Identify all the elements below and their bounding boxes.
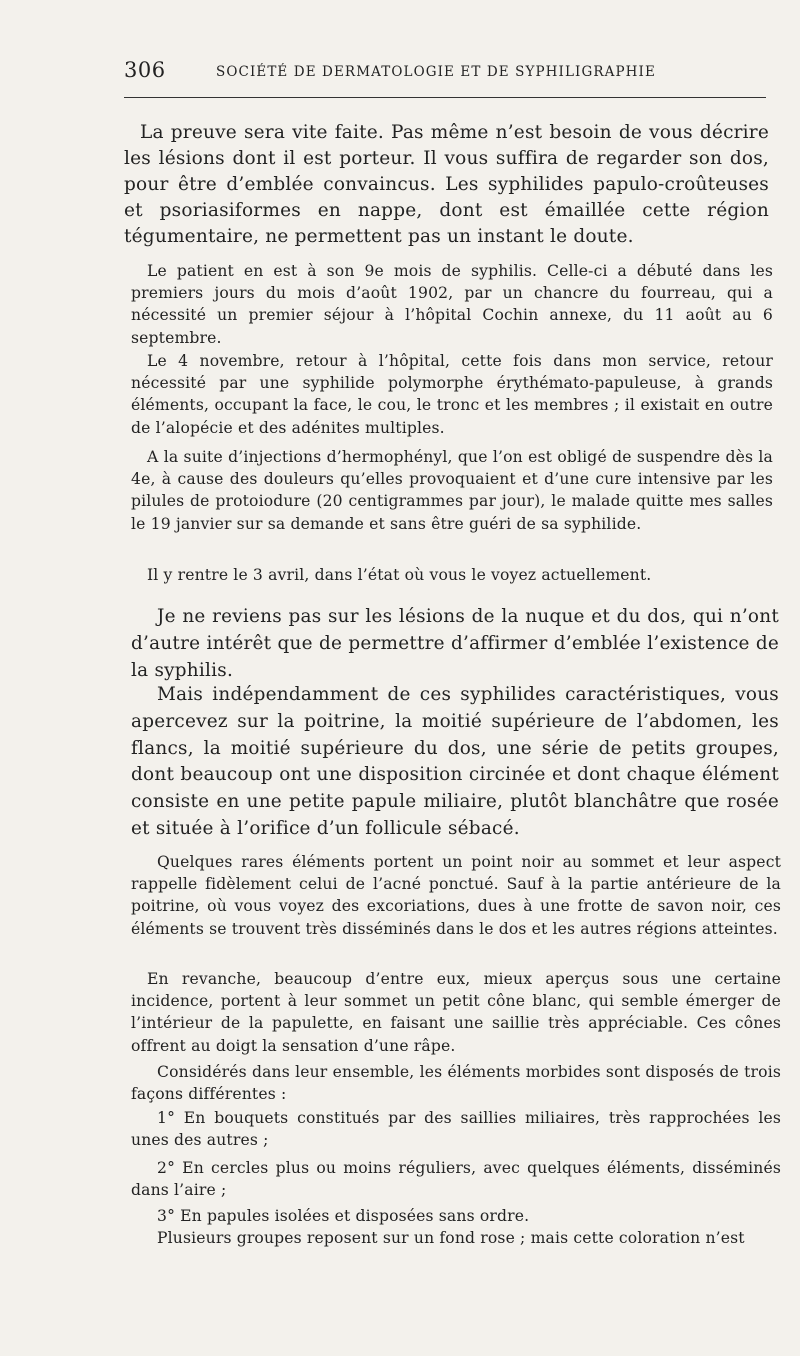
paragraph-syphilides: Mais indépendamment de ces syphilides caractéristiques, vous apercevez sur la poitrine, la moitié supérieure de l’abdomen, les flancs, la moitié supérieure du dos, une série de petits groupes, dont beaucoup ont une disposition circinée et dont chaque élément consiste en une petite papule miliaire, plutôt blanchâtre que rosée et située à l’orifice d’un follicule sébacé. bbox=[131, 684, 779, 839]
header-rule bbox=[124, 97, 766, 98]
paragraph-history-2: Le 4 novembre, retour à l’hôpital, cette fois dans mon service, retour nécessité par une syphilide polymorphe érythémato-papuleuse, à grands éléments, occupant la face, le cou, le tronc et les membres ; il existait en outre de l’alopécie et des adénites multiples. bbox=[131, 352, 773, 437]
paragraph-history-4: Il y rentre le 3 avril, dans l’état où vous le voyez actuellement. bbox=[147, 566, 652, 584]
paragraph-intro: La preuve sera vite faite. Pas même n’est besoin de vous décrire les lésions dont il est porteur. Il vous suffira de regarder son dos, pour être d’emblée convaincus. Les syphilides papulo-croûteuses et psoriasiformes en nappe, dont est émaillée cette région tégumentaire, ne permettent pas un instant le doute. bbox=[124, 122, 769, 247]
list-item-papules: 3° En papules isolées et disposées sans ordre. bbox=[157, 1207, 530, 1225]
paragraph-elements: Quelques rares éléments portent un point noir au sommet et leur aspect rappelle fidèlement celui de l’acné ponctué. Sauf à la partie antérieure de la poitrine, où vous voyez des excoriations, dues à une frotte de savon noir, ces éléments se trouvent très disséminés dans le dos et les autres régions atteintes. bbox=[131, 853, 781, 938]
paragraph-cones: En revanche, beaucoup d’entre eux, mieux aperçus sous une certaine incidence, portent à leur sommet un petit cône blanc, qui semble émerger de l’intérieur de la papulette, en faisant une saillie très appréciable. Ces cônes offrent au doigt la sensation d’une râpe. bbox=[131, 970, 781, 1055]
list-item-bouquets: 1° En bouquets constitués par des saillies miliaires, très rapprochées les unes des autres ; bbox=[131, 1109, 781, 1150]
paragraph-lesions: Je ne reviens pas sur les lésions de la nuque et du dos, qui n’ont d’autre intérêt que de permettre d’affirmer d’emblée l’existence de la syphilis. bbox=[131, 606, 779, 681]
paragraph-fond-rose: Plusieurs groupes reposent sur un fond rose ; mais cette coloration n’est bbox=[157, 1229, 745, 1247]
page-number: 306 bbox=[124, 58, 166, 82]
page-header bbox=[124, 56, 766, 96]
paragraph-history-1: Le patient en est à son 9e mois de syphilis. Celle-ci a débuté dans les premiers jours du mois d’août 1902, par un chancre du fourreau, qui a nécessité un premier séjour à l’hôpital Cochin annexe, du 11 août au 6 septembre. bbox=[131, 262, 773, 347]
list-item-cercles: 2° En cercles plus ou moins réguliers, avec quelques éléments, disséminés dans l’aire ; bbox=[131, 1159, 781, 1200]
paragraph-history-3: A la suite d’injections d’hermophényl, que l’on est obligé de suspendre dès la 4e, à cause des douleurs qu’elles provoquaient et d’une cure intensive par les pilules de protoiodure (20 centigrammes par jour), le malade quitte mes salles le 19 janvier sur sa demande et sans être guéri de sa syphilide. bbox=[131, 448, 773, 533]
running-title: SOCIÉTÉ DE DERMATOLOGIE ET DE SYPHILIGRAPHIE bbox=[216, 64, 656, 80]
paragraph-dispositions: Considérés dans leur ensemble, les éléments morbides sont disposés de trois façons différentes : bbox=[131, 1063, 781, 1104]
